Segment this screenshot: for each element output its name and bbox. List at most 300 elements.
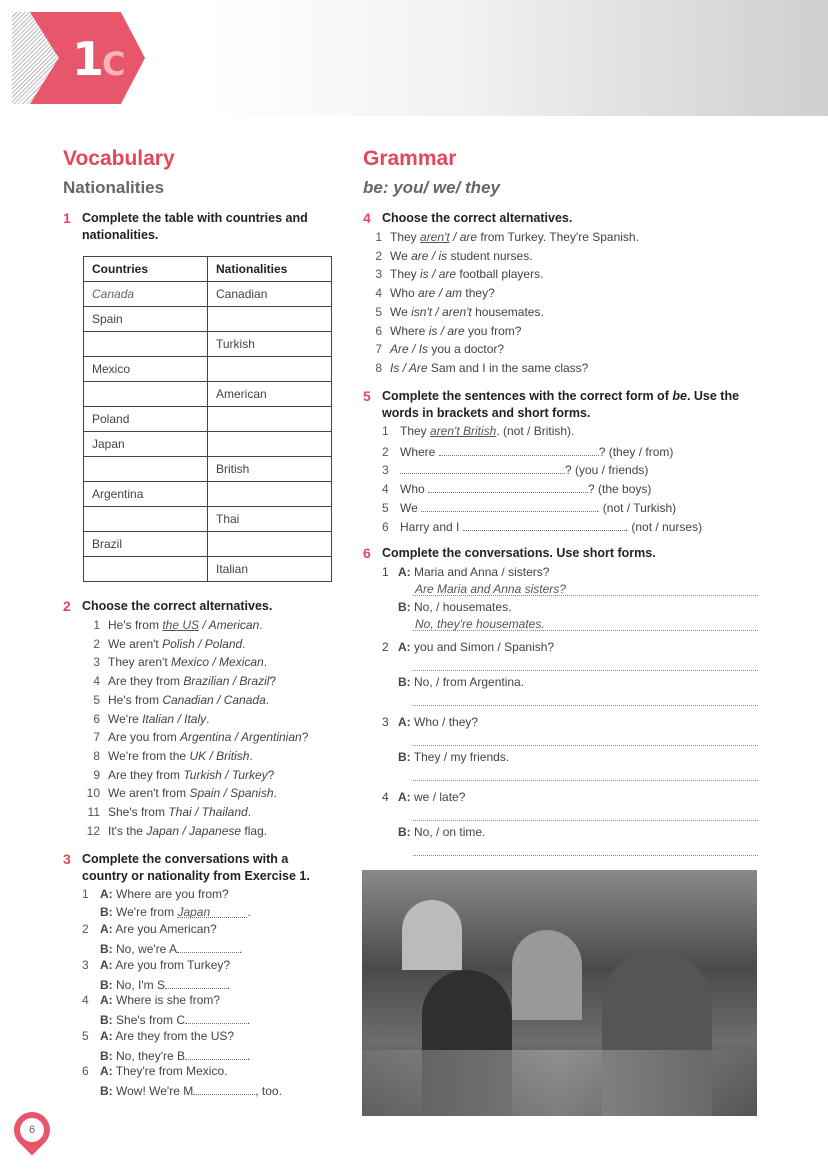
option-b[interactable]: Thailand [201,805,248,819]
conversation-line-b [100,1047,250,1063]
nationality-cell[interactable] [208,532,332,557]
option-a[interactable]: is [420,267,429,282]
nationality-cell[interactable] [208,307,332,332]
item-text: We [390,304,412,319]
list-item [370,324,521,338]
option-a[interactable]: isn't [411,304,433,319]
ex6-instruction: 6 Complete the conversations. Use short forms. [363,545,656,561]
conversation-line-b [398,750,509,764]
option-a[interactable]: are [411,248,429,263]
item-text: We aren't [108,636,163,651]
option-a[interactable]: Thai [168,805,192,819]
answer-blank[interactable] [439,443,599,456]
item-text: They aren't [108,655,171,670]
item-text: ? (you / friends) [565,463,649,478]
item-number: 3 [382,715,389,729]
option-b[interactable]: Poland [204,636,243,651]
conversation-line-a [82,922,217,936]
line-text: Are they from the US? [115,1028,235,1043]
slash: / [435,286,446,301]
item-text: you a doctor? [428,342,505,357]
option-b[interactable]: Turkey [231,767,268,782]
item-text: Who [390,286,419,301]
item-number: 8 [93,748,100,763]
item-text: . (not / Turkish) [596,500,677,515]
item-number: 1 [375,230,382,244]
answer-line[interactable] [413,820,758,821]
list-item [82,768,274,782]
unit-number: 1 [72,32,103,86]
answer-text: aren't British [430,424,497,438]
country-cell: Argentina [84,482,208,507]
ex2-instruction: 2 Choose the correct alternatives. [63,598,273,614]
speaker-b: B: [398,750,411,764]
line-text: you and Simon / Spanish? [414,640,555,654]
country-cell[interactable] [84,507,208,532]
option-b[interactable]: Italy [184,711,207,726]
conversation-line-b [398,825,485,839]
list-item [82,749,253,763]
line-text: Are you American? [115,922,217,937]
slash: / [213,692,224,707]
option-a[interactable]: Polish [162,636,195,651]
answer-line[interactable] [413,705,758,706]
table-row [84,507,332,532]
item-number: 5 [82,1028,89,1043]
item-text: They [390,230,421,244]
option-a[interactable]: Italian [142,711,175,726]
slash: / [231,730,241,745]
conversation-line-a [82,887,229,901]
speaker-b: B: [100,1084,113,1098]
list-item [382,461,648,477]
conversation-line-b [398,675,524,689]
item-text: Where [390,323,429,338]
slash: / [428,248,439,263]
line-text: They're from Mexico. [115,1064,228,1078]
line-text: Who / they? [414,715,479,729]
table-row [84,282,332,307]
option-b[interactable]: are [447,323,465,338]
vocabulary-title: Vocabulary [63,147,175,170]
item-number: 12 [86,823,100,838]
line-text: . [239,942,243,957]
option-b[interactable]: Canada [223,692,266,707]
conversation-line-b [100,940,242,956]
slash: / [199,618,209,632]
country-cell[interactable] [84,382,208,407]
table-row [84,357,332,382]
option-a[interactable]: Brazilian [183,674,230,689]
item-text: Are they from [108,674,184,689]
speaker-a: A: [398,715,411,729]
conversation-line-a [82,1029,234,1043]
answer-blank[interactable] [428,480,588,493]
vocabulary-subtitle: Nationalities [63,178,165,197]
item-text: We aren't from [108,786,190,801]
list-item [382,424,574,438]
list-item [82,730,308,744]
item-text: ? [301,730,309,745]
item-text: ? [267,767,275,782]
option-a[interactable]: are [418,286,436,301]
list-item [370,342,504,356]
item-text: . (not / British). [496,424,575,438]
list-item [82,674,276,688]
item-text: . [242,636,246,651]
option-b[interactable]: Argentinian [240,730,302,745]
item-number: 5 [375,304,382,319]
answer-blank[interactable] [193,1082,255,1095]
line-text: . [247,1048,251,1063]
country-cell[interactable] [84,457,208,482]
item-text: . [265,692,270,707]
line-text: , too. [255,1084,282,1098]
list-item [370,286,495,300]
line-text: No, we're A [116,942,177,957]
item-text: flag. [241,823,268,838]
line-text: we / late? [414,790,466,804]
line-text: . [247,1013,251,1028]
item-number: 3 [375,267,382,282]
table-row [84,307,332,332]
country-cell: Japan [84,432,208,457]
item-number: 4 [82,993,89,1008]
line-text: Where are you from? [116,887,229,901]
unit-letter: C [102,45,124,83]
item-text: He's from [108,618,163,632]
line-text: Are you from Turkey? [115,957,231,972]
answer-blank[interactable] [400,461,565,474]
item-text: We [400,500,422,515]
answer-line[interactable] [413,745,758,746]
item-text: . [259,618,263,632]
nationality-cell[interactable] [208,357,332,382]
answer-blank[interactable] [185,1011,247,1024]
speaker-b: B: [398,600,411,614]
option-b[interactable]: am [445,286,463,301]
item-number: 2 [382,640,389,654]
speaker-b: B: [100,1013,113,1028]
item-number: 4 [382,790,389,804]
speaker-b: B: [398,675,411,689]
country-cell: Mexico [84,357,208,382]
item-number: 11 [87,805,100,819]
slash: / [408,342,419,357]
line-text: No, / housemates. [414,600,512,614]
option-a[interactable]: Mexico [171,655,210,670]
item-text: football players. [456,267,544,282]
item-number: 8 [375,360,382,375]
list-item [382,443,673,459]
item-text: ? (the boys) [588,482,652,497]
list-item [382,499,676,515]
item-text: ? (they / from) [598,444,674,459]
table-row [84,482,332,507]
nationality-cell: American [208,382,332,407]
table-row [84,532,332,557]
option-b[interactable]: are [438,267,457,282]
speaker-b: B: [100,1048,113,1063]
conversation-line-a [398,565,549,579]
table-row [84,332,332,357]
nationalities-table [83,256,332,582]
item-number: 2 [82,922,89,937]
item-text: they? [462,286,495,301]
conversation-line-a [398,715,478,729]
item-number: 6 [375,323,382,338]
item-number: 6 [382,519,389,534]
slash: / [437,323,448,338]
item-text: . [273,786,277,801]
answer-blank[interactable] [430,424,496,437]
nationality-cell[interactable] [208,482,332,507]
item-number: 2 [93,636,100,651]
speaker-b: B: [100,905,113,919]
item-text: you from? [464,323,522,338]
item-number: 1 [93,618,100,632]
conversation-line-b [100,1082,282,1098]
slash: / [220,786,231,801]
item-number: 3 [82,957,89,972]
slash: / [206,748,217,763]
option-a[interactable]: Is [390,360,400,375]
line-text: We're from [116,905,178,919]
slash: / [174,711,185,726]
slash: / [191,805,202,819]
item-text: Are you from [108,730,181,745]
list-item [82,805,251,819]
line-text: Wow! We're M [116,1084,194,1098]
item-number: 2 [375,248,382,263]
option-b[interactable]: American [208,618,260,632]
list-item [382,480,651,496]
country-cell: Spain [84,307,208,332]
list-item [82,655,267,669]
item-text: Who [400,482,429,497]
line-text: Maria and Anna / sisters? [414,565,550,579]
nationality-cell: Canadian [208,282,332,307]
list-item [82,824,267,838]
slash: / [194,636,205,651]
conversation-line-b [100,976,230,992]
line-text: They / my friends. [413,750,510,764]
slash: / [449,230,460,244]
speaker-a: A: [100,887,113,901]
item-number: 6 [93,711,100,726]
option-a[interactable]: Are [390,342,409,357]
item-number: 4 [93,674,100,689]
slash: / [179,823,190,838]
item-text: . [247,805,252,819]
option-a[interactable]: Argentina [180,730,232,745]
unit-label [72,34,124,89]
conversation-line-a [82,958,230,972]
conversation-line-a [82,1064,227,1078]
list-item [370,305,544,319]
item-number: 5 [93,692,100,707]
answer-text: No, they're housemates. [415,617,545,631]
line-text: No, I'm S [116,977,165,992]
answer-blank[interactable] [463,518,625,531]
conversation-line-a [82,993,220,1007]
nationality-cell: British [208,457,332,482]
grammar-subtitle: be: you/ we/ they [363,178,500,197]
option-b[interactable]: Mexican [219,655,264,670]
answer-blank[interactable] [177,940,239,953]
option-b[interactable]: Japanese [189,823,242,838]
slash: / [221,767,232,782]
option-a[interactable]: Spain [189,786,221,801]
line-text: No, they're B [116,1048,186,1063]
item-text: Sam and I in the same class? [427,360,589,375]
answer-blank[interactable] [177,905,247,918]
item-number: 1 [382,565,389,579]
conversation-line-b [100,905,251,919]
list-item [382,518,702,534]
answer-line[interactable] [413,855,758,856]
answer-text: Are Maria and Anna sisters? [415,582,566,596]
option-a[interactable]: Japan [146,823,180,838]
line-text: No, / from Argentina. [414,675,525,689]
ex4-instruction: 4 Choose the correct alternatives. [363,210,573,226]
list-item [82,693,269,707]
nationality-cell[interactable] [208,407,332,432]
option-b[interactable]: Spanish [230,786,274,801]
item-number: 2 [382,444,389,459]
item-text: We [390,248,412,263]
slash: / [432,304,443,319]
item-number: 1 [82,887,89,901]
item-text: . (not / nurses) [624,519,703,534]
speaker-a: A: [398,790,411,804]
item-text: . [206,711,210,726]
ex1-instruction: 1 Complete the table with countries and nationalities. [63,210,308,242]
ex3-instruction: 3 Complete the conversations with a country or nationality from Exercise 1. [63,851,310,883]
speaker-a: A: [100,993,113,1008]
speaker-a: A: [398,640,411,654]
country-cell: Brazil [84,532,208,557]
table-row [84,432,332,457]
line-text: Where is she from? [116,993,221,1008]
speaker-a: A: [100,957,113,972]
option-a[interactable]: Turkish [183,767,222,782]
option-b[interactable]: aren't [442,304,472,319]
line-text: . [247,905,251,919]
item-number: 1 [382,424,389,438]
classroom-photo [362,870,757,1116]
table-row [84,407,332,432]
option-b[interactable]: are [459,230,478,244]
conversation-line-a [398,790,465,804]
item-text: from Turkey. They're Spanish. [477,230,639,244]
item-number: 3 [93,655,100,670]
item-number: 4 [382,482,389,497]
option-b[interactable]: British [216,748,250,763]
list-item [370,267,543,281]
item-text: housemates. [471,304,544,319]
list-item [82,786,277,800]
option-b[interactable]: is [438,248,448,263]
nationality-cell: Turkish [208,332,332,357]
speaker-a: A: [100,1028,113,1043]
option-a[interactable]: UK [189,748,207,763]
item-number: 9 [93,767,100,782]
item-text: Are they from [108,767,184,782]
header-countries: Countries [84,257,208,282]
speaker-b: B: [398,825,411,839]
item-text: We're from the [108,748,190,763]
country-cell: Canada [84,282,208,307]
line-text: She's from C [116,1013,185,1028]
item-text: She's from [108,805,169,819]
item-text: Harry and I [400,519,463,534]
item-text: . [263,655,268,670]
item-text: They [390,267,421,282]
list-item [82,712,209,726]
item-number: 5 [382,500,389,515]
answer-line[interactable] [413,780,758,781]
item-text: Where [400,444,439,459]
option-b[interactable]: Are [408,360,428,375]
conversation-line-b [100,1011,250,1027]
option-b[interactable]: Brazil [239,674,270,689]
country-cell[interactable] [84,332,208,357]
answer-blank[interactable] [421,499,596,512]
option-a[interactable]: the US [162,618,199,632]
item-text: student nurses. [447,248,533,263]
option-a[interactable]: Canadian [162,692,214,707]
option-b[interactable]: Is [418,342,429,357]
item-text: . [249,748,253,763]
slash: / [229,674,240,689]
table-row [84,382,332,407]
nationality-cell: Thai [208,507,332,532]
item-number: 7 [93,730,100,745]
speaker-a: A: [100,1064,113,1078]
speaker-b: B: [100,942,113,957]
header-nationalities: Nationalities [208,257,332,282]
grammar-title: Grammar [363,147,457,170]
conversation-line-a [398,640,554,654]
item-number: 7 [375,342,382,357]
ex5-instruction: 5 Complete the sentences with the correct form of be. Use the words in brackets and short forms. [363,388,740,420]
list-item [82,618,263,632]
answer-line[interactable] [413,670,758,671]
country-cell[interactable] [84,557,208,582]
answer-blank[interactable] [165,976,227,989]
option-a[interactable]: aren't [420,230,450,244]
item-text: He's from [108,692,163,707]
item-text: We're [108,711,143,726]
speaker-b: B: [100,977,113,992]
item-number: 3 [382,463,389,478]
speaker-a: A: [100,922,113,937]
conversation-line-b [398,600,511,614]
option-a[interactable]: is [428,323,438,338]
item-text: They [400,424,431,438]
nationality-cell[interactable] [208,432,332,457]
table-row [84,557,332,582]
list-item [370,230,639,244]
answer-blank[interactable] [185,1047,247,1060]
speaker-a: A: [398,565,411,579]
list-item [82,637,246,651]
item-text: ? [269,674,277,689]
slash: / [209,655,220,670]
line-text: No, / on time. [414,825,486,839]
item-number: 10 [86,786,100,801]
